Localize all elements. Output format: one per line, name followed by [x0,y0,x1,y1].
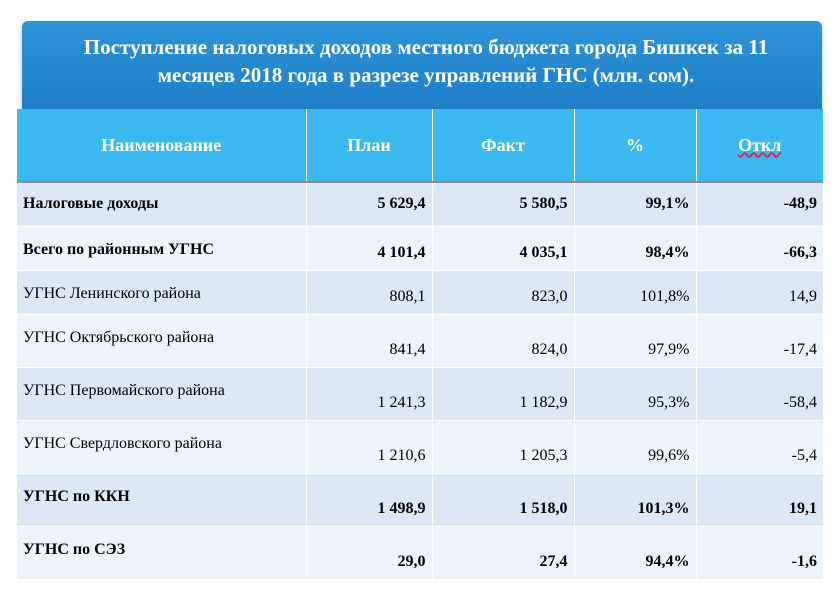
table-header-row [17,109,823,182]
title-banner [22,21,822,109]
row-name: УГНС Первомайского района [17,367,306,420]
col-header-percent: % [574,109,696,182]
row-plan: 1 210,6 [306,420,432,473]
row-fact: 27,4 [432,526,574,579]
col-header-fact: Факт [432,109,574,182]
row-deviation: -66,3 [696,226,823,270]
table-row [17,367,823,420]
table-row [17,270,823,314]
table-row [17,420,823,473]
row-name: УГНС по СЭЗ [17,526,306,579]
table-row [17,526,823,579]
row-plan: 1 498,9 [306,473,432,526]
row-fact: 823,0 [432,270,574,314]
table-row [17,314,823,367]
table-row [17,473,823,526]
row-percent: 97,9% [574,314,696,367]
row-name: УГНС Ленинского района [17,270,306,314]
row-deviation: -5,4 [696,420,823,473]
row-percent: 98,4% [574,226,696,270]
row-percent: 99,1% [574,182,696,226]
row-name: УГНС Свердловского района [17,420,306,473]
row-percent: 99,6% [574,420,696,473]
row-deviation: -48,9 [696,182,823,226]
row-name: Всего по районным УГНС [17,226,306,270]
row-plan: 4 101,4 [306,226,432,270]
row-fact: 1 205,3 [432,420,574,473]
row-fact: 824,0 [432,314,574,367]
row-percent: 95,3% [574,367,696,420]
table-row [17,226,823,270]
row-fact: 5 580,5 [432,182,574,226]
row-deviation: -58,4 [696,367,823,420]
page-title: Поступление налоговых доходов местного бюджета города Бишкек за 11 месяцев 2018 года в разрезе управлений ГНС (млн. сом). [83,35,769,87]
row-plan: 1 241,3 [306,367,432,420]
row-name: УГНС Октябрьского района [17,314,306,367]
row-name: УГНС по ККН [17,473,306,526]
row-deviation: -1,6 [696,526,823,579]
col-header-deviation-label: Откл [738,134,782,155]
row-fact: 4 035,1 [432,226,574,270]
row-fact: 1 518,0 [432,473,574,526]
row-plan: 808,1 [306,270,432,314]
col-header-plan: План [306,109,432,182]
tax-revenue-table [17,109,823,580]
row-plan: 841,4 [306,314,432,367]
col-header-name: Наименование [17,109,306,182]
row-fact: 1 182,9 [432,367,574,420]
row-deviation: 19,1 [696,473,823,526]
row-percent: 101,3% [574,473,696,526]
col-header-deviation [696,109,823,182]
row-deviation: -17,4 [696,314,823,367]
row-percent: 94,4% [574,526,696,579]
row-deviation: 14,9 [696,270,823,314]
row-plan: 5 629,4 [306,182,432,226]
row-percent: 101,8% [574,270,696,314]
row-name: Налоговые доходы [17,182,306,226]
row-plan: 29,0 [306,526,432,579]
table-row [17,182,823,226]
